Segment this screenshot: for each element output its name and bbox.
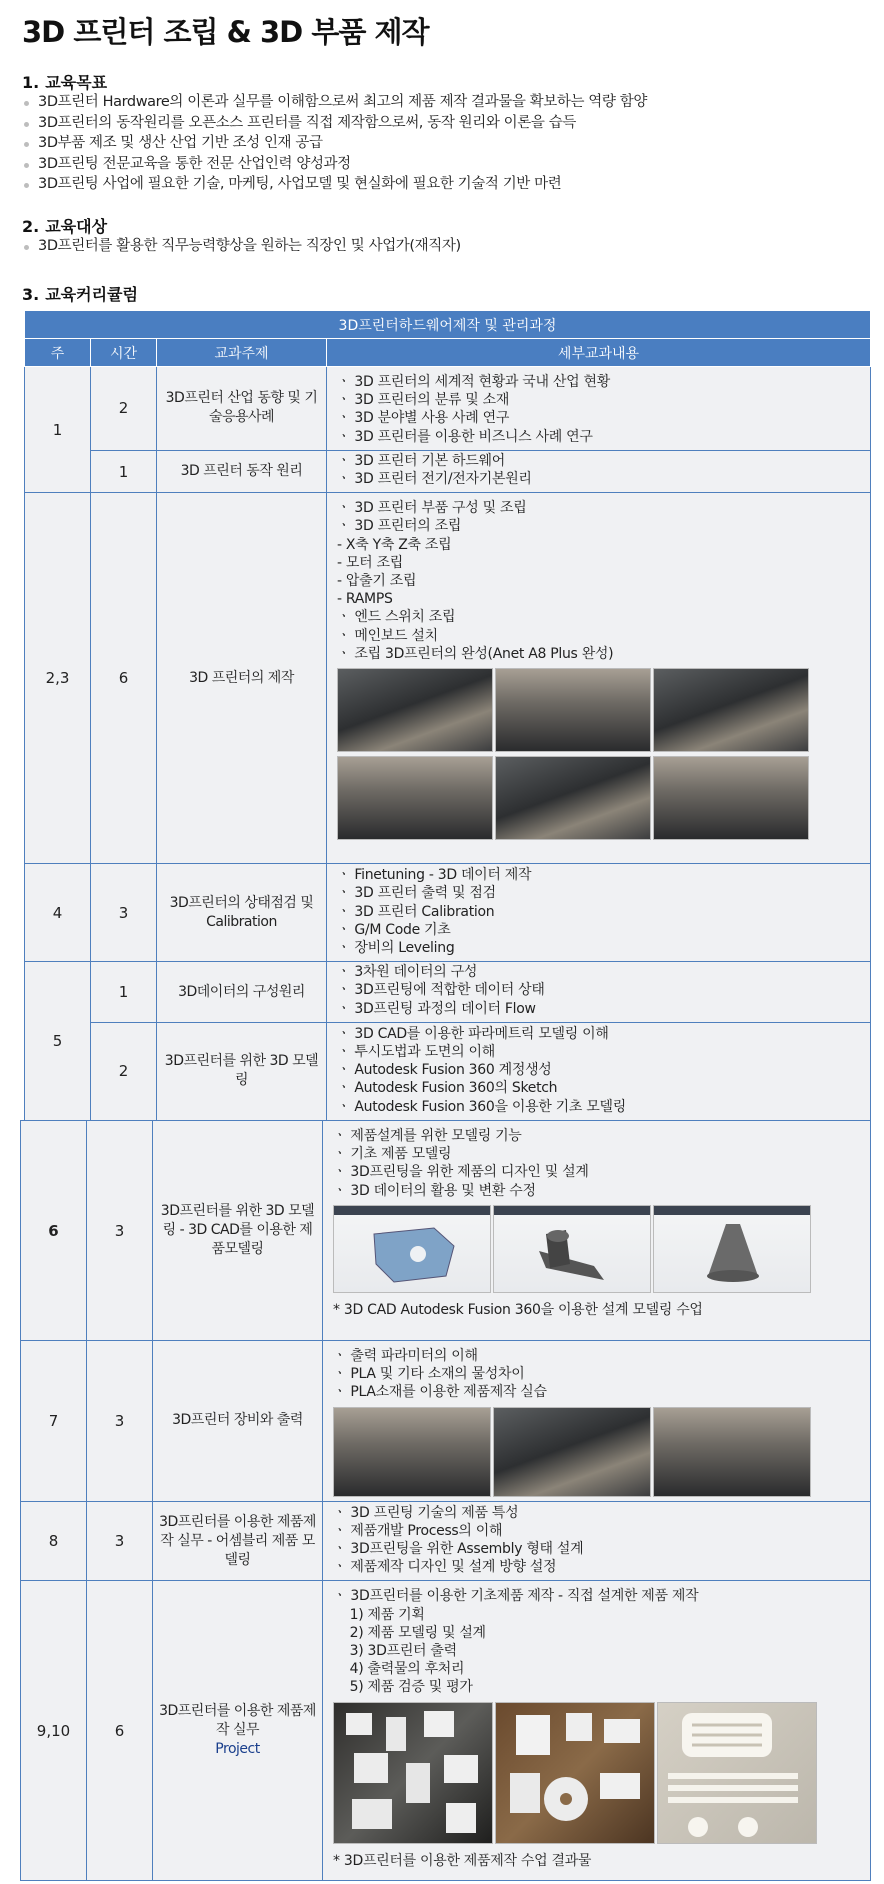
table-row (25, 493, 871, 864)
topic-cell: 3D 프린터 동작 원리 (157, 450, 327, 492)
topic-cell: 3D프린터 산업 동향 및 기술응용사례 (157, 367, 327, 451)
hours-cell: 6 (91, 493, 157, 864)
week-cell: 1 (25, 367, 91, 493)
cad-screenshot-row (333, 1205, 866, 1293)
section-heading-goals: 1. 교육목표 (22, 73, 108, 92)
table-row (25, 450, 871, 492)
week-cell: 5 (25, 962, 91, 1121)
list-item: 3D프린팅 사업에 필요한 기술, 마케팅, 사업모델 및 현실화에 필요한 기술적 기반 마련 (22, 174, 872, 195)
result-photo (495, 1702, 655, 1844)
section-heading-curriculum: 3. 교육커리큘럼 (22, 285, 138, 304)
topic-cell: 3D프린터를 위한 3D 모델링 (157, 1022, 327, 1120)
hours-cell: 1 (91, 450, 157, 492)
assembly-photo (337, 668, 493, 752)
topic-cell: 3D프린터를 이용한 제품제작 실무 Project (153, 1581, 323, 1881)
result-photo-row (333, 1702, 866, 1844)
assembly-photo (653, 756, 809, 840)
project-label: Project (215, 1741, 260, 1758)
assembly-photo-row (337, 668, 866, 752)
topic-cell: 3D프린터를 위한 3D 모델링 - 3D CAD를 이용한 제품모델링 (153, 1121, 323, 1341)
details-cell: ㆍ 3D CAD를 이용한 파라메트릭 모델링 이해 ㆍ 투시도법과 도면의 이해 ㆍ Autodesk Fusion 360 계정생성 ㆍ Autodesk Fusion 360의 Sketch ㆍ Autodesk Fusion 360을 이용한 기초 모델링 (327, 1022, 871, 1120)
week-cell: 6 (21, 1121, 87, 1341)
assembly-photo (653, 668, 809, 752)
week-cell: 4 (25, 864, 91, 962)
header-hours: 시간 (91, 339, 157, 367)
details-cell: ㆍ 제품설계를 위한 모델링 기능 ㆍ 기초 제품 모델링 ㆍ 3D프린팅을 위한 제품의 디자인 및 설계 ㆍ 3D 데이터의 활용 및 변환 수정 * 3D CAD Autodesk Fusion 360을 이용한 설계 모델링 수업 (323, 1121, 871, 1341)
hours-cell: 3 (87, 1341, 153, 1502)
printing-photo (653, 1407, 811, 1497)
result-photo (657, 1702, 817, 1844)
printing-photo (333, 1407, 491, 1497)
week-cell: 8 (21, 1501, 87, 1581)
hours-cell: 2 (91, 1022, 157, 1120)
list-item: 3D프린팅 전문교육을 통한 전문 산업인력 양성과정 (22, 154, 872, 175)
table-row (25, 367, 871, 451)
details-cell: ㆍ Finetuning - 3D 데이터 제작 ㆍ 3D 프린터 출력 및 점검 ㆍ 3D 프린터 Calibration ㆍ G/M Code 기초 ㆍ 장비의 Leveling (327, 864, 871, 962)
assembly-photo (495, 668, 651, 752)
cad-screenshot (493, 1205, 651, 1293)
details-cell: ㆍ 3D프린터를 이용한 기초제품 제작 - 직접 설계한 제품 제작 1) 제품 기획 2) 제품 모델링 및 설계 3) 3D프린터 출력 4) 출력물의 후처리 5) 제품 검증 및 평가 * 3D프린터를 이용한 제품제작 수업 결과물 (323, 1581, 871, 1881)
list-item: 3D프린터 Hardware의 이론과 실무를 이해함으로써 최고의 제품 제작 결과물을 확보하는 역량 함양 (22, 92, 872, 113)
hours-cell: 3 (87, 1501, 153, 1581)
week-cell: 7 (21, 1341, 87, 1502)
details-cell: ㆍ 3D 프린터 기본 하드웨어 ㆍ 3D 프린터 전기/전자기본원리 (327, 450, 871, 492)
assembly-photo (337, 756, 493, 840)
table-row (25, 864, 871, 962)
list-item: 3D부품 제조 및 생산 산업 기반 조성 인재 공급 (22, 133, 872, 154)
result-photo (333, 1702, 493, 1844)
curriculum-table-part2 (20, 1120, 871, 1881)
topic-cell: 3D프린터 장비와 출력 (153, 1341, 323, 1502)
details-cell: ㆍ 3D 프린터 부품 구성 및 조립 ㆍ 3D 프린터의 조립 - X축 Y축 Z축 조립 - 모터 조립 - 압출기 조립 - RAMPS ㆍ 엔드 스위치 조립 ㆍ 메인보드 설치 ㆍ 조립 3D프린터의 완성(Anet A8 Plus 완성) (327, 493, 871, 864)
hours-cell: 6 (87, 1581, 153, 1881)
details-cell: ㆍ 3D 프린터의 세계적 현황과 국내 산업 현황 ㆍ 3D 프린터의 분류 및 소재 ㆍ 3D 분야별 사용 사례 연구 ㆍ 3D 프린터를 이용한 비즈니스 사례 연구 (327, 367, 871, 451)
hours-cell: 3 (87, 1121, 153, 1341)
table-row (21, 1121, 871, 1341)
topic-cell: 3D 프린터의 제작 (157, 493, 327, 864)
header-topic: 교과주제 (157, 339, 327, 367)
page-title: 3D 프린터 조립 & 3D 부품 제작 (22, 15, 429, 49)
week-cell: 2,3 (25, 493, 91, 864)
hours-cell: 2 (91, 367, 157, 451)
goals-list (22, 92, 872, 195)
printing-photo (493, 1407, 651, 1497)
topic-cell: 3D프린터를 이용한 제품제작 실무 - 어셈블리 제품 모델링 (153, 1501, 323, 1581)
header-details: 세부교과내용 (327, 339, 871, 367)
section-heading-target: 2. 교육대상 (22, 217, 108, 236)
table-row (25, 1022, 871, 1120)
table-row (21, 1501, 871, 1581)
week-cell: 9,10 (21, 1581, 87, 1881)
table-row (25, 962, 871, 1023)
curriculum-table-part1 (24, 310, 871, 1121)
list-item: 3D프린터를 활용한 직무능력향상을 원하는 직장인 및 사업가(재직자) (22, 236, 872, 257)
table-row (21, 1581, 871, 1881)
hours-cell: 3 (91, 864, 157, 962)
details-cell: ㆍ 출력 파라미터의 이해 ㆍ PLA 및 기타 소재의 물성차이 ㆍ PLA소재를 이용한 제품제작 실습 (323, 1341, 871, 1502)
cad-screenshot (333, 1205, 491, 1293)
list-item: 3D프린터의 동작원리를 오픈소스 프린터를 직접 제작함으로써, 동작 원리와 이론을 습득 (22, 113, 872, 134)
topic-cell: 3D데이터의 구성원리 (157, 962, 327, 1023)
table-row (21, 1341, 871, 1502)
assembly-photo (495, 756, 651, 840)
assembly-photo-row (337, 756, 866, 840)
course-title: 3D프린터하드웨어제작 및 관리과정 (25, 311, 871, 339)
caption: * 3D프린터를 이용한 제품제작 수업 결과물 (333, 1852, 592, 1869)
topic-cell: 3D프린터의 상태점검 및 Calibration (157, 864, 327, 962)
caption: * 3D CAD Autodesk Fusion 360을 이용한 설계 모델링 수업 (333, 1301, 703, 1318)
target-list (22, 236, 872, 257)
cad-screenshot (653, 1205, 811, 1293)
details-cell: ㆍ 3D 프린팅 기술의 제품 특성 ㆍ 제품개발 Process의 이해 ㆍ 3D프린팅을 위한 Assembly 형태 설계 ㆍ 제품제작 디자인 및 설계 방향 설정 (323, 1501, 871, 1581)
details-cell: ㆍ 3차원 데이터의 구성 ㆍ 3D프린팅에 적합한 데이터 상태 ㆍ 3D프린팅 과정의 데이터 Flow (327, 962, 871, 1023)
printing-photo-row (333, 1407, 866, 1497)
hours-cell: 1 (91, 962, 157, 1023)
header-week: 주 (25, 339, 91, 367)
